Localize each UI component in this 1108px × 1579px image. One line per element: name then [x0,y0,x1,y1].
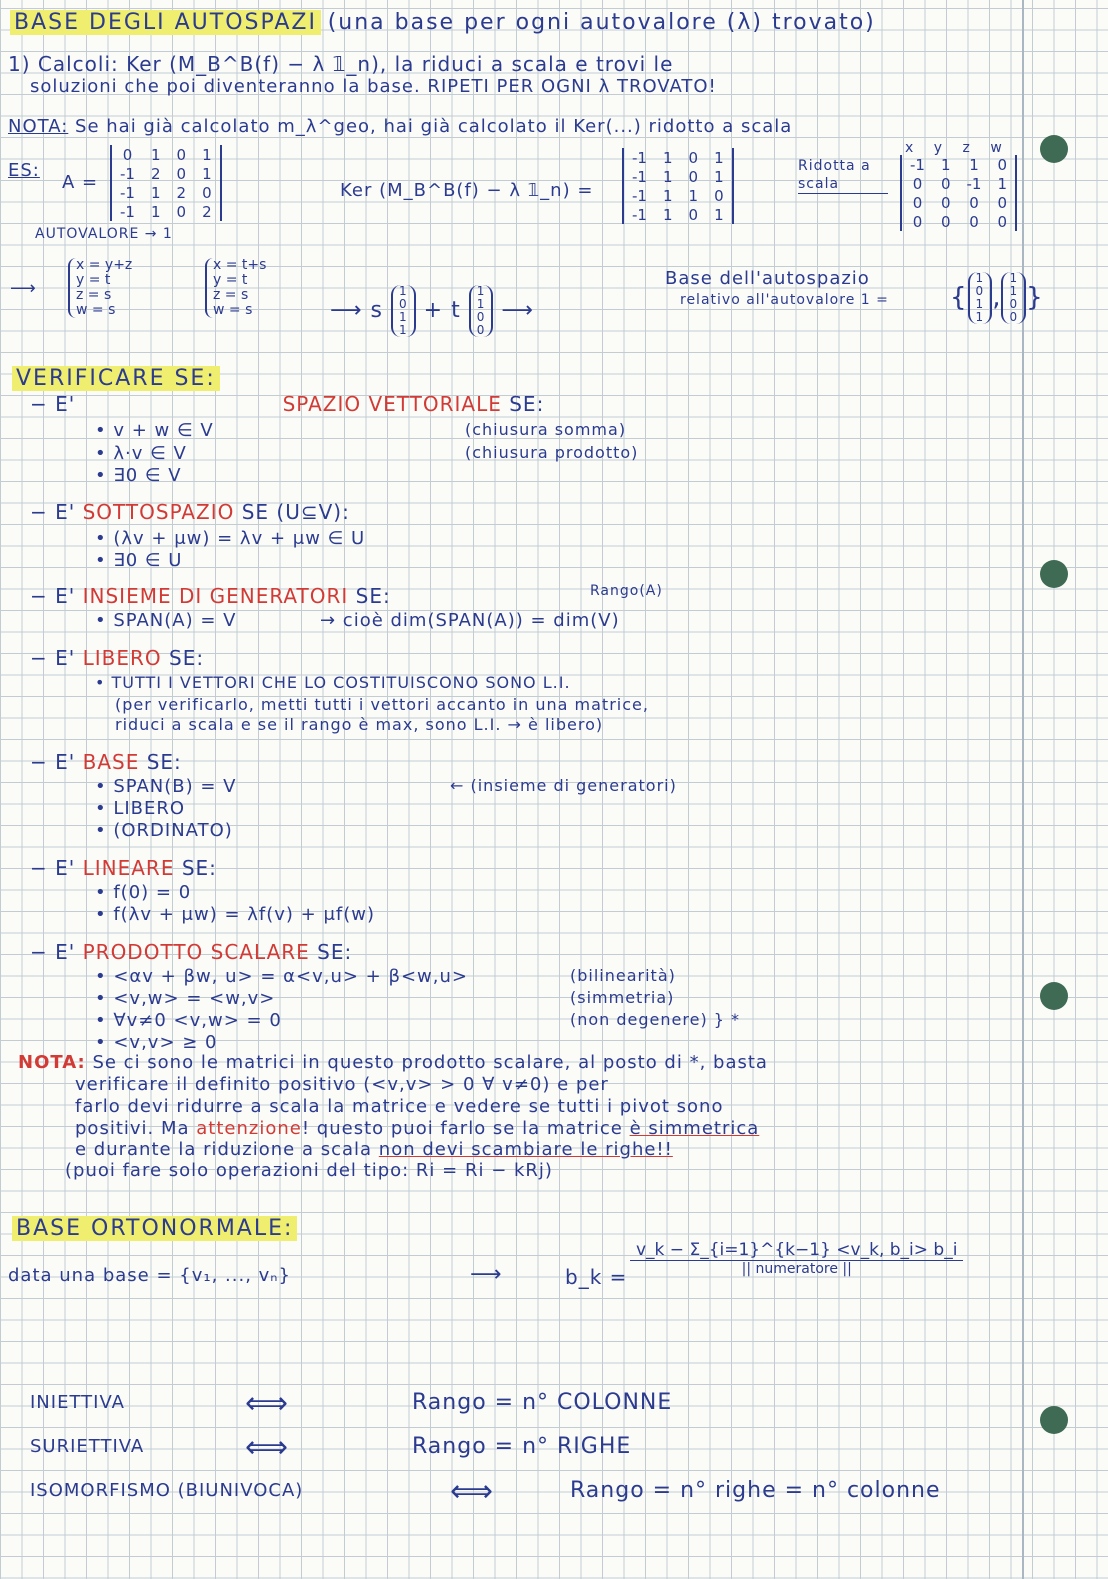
matrix-row [111,145,221,164]
nota2-line-2: verificare il definito positivo (<v,v> > 0 ∀ v≠0) e per [75,1074,609,1095]
gram-schmidt-formula [630,1240,963,1277]
arrow-icon: ⟶ [330,298,371,323]
matrix-cell: 1 [150,202,161,221]
condition-item: (per verificarlo, metti tutti i vettori accanto in una matrice, [115,695,649,714]
equivalence-arrow-icon: ⟺ [245,1430,290,1465]
matrix-cell: 0 [688,167,699,186]
block-heading-prodotto [30,940,352,964]
condition-note: (simmetria) [570,988,675,1007]
condition-item: • SPAN(B) = V [95,776,237,797]
condition-item: • <αv + βw, u> = α<v,u> + β<w,u> [95,966,468,987]
matrix-row [901,174,1016,193]
equation: w = s [76,302,116,318]
condition-item: • f(0) = 0 [95,882,192,903]
property-name: SURIETTIVA [30,1436,145,1457]
condition-item: • TUTTI I VETTORI CHE LO COSTITUISCONO SONO L.I. [95,673,571,692]
condition-item: • ∃0 ∈ U [95,550,183,571]
nota2-line-6: (puoi fare solo operazioni del tipo: Ri = Ri − kRj) [65,1160,553,1181]
a-label: A = [62,172,99,193]
matrix-cell: 1 [714,205,724,224]
vector-entry: 1 [1009,284,1019,298]
property-rule: Rango = n° RIGHE [412,1434,632,1459]
concept-name: LIBERO [82,646,162,670]
block-heading-lineare [30,856,217,880]
section-title: BASE DEGLI AUTOSPAZI [10,10,321,35]
matrix-cell: 1 [969,155,979,174]
suffix: SE: [317,940,353,964]
vector-entry: 0 [399,297,408,311]
property-rule: Rango = n° righe = n° colonne [570,1478,941,1503]
matrix-cell: 2 [150,164,161,183]
denominator: || numeratore || [741,1261,852,1277]
condition-note: (bilinearità) [570,966,676,985]
es-text: ES: [8,160,40,181]
condition-item: • (λv + μw) = λv + μw ∈ U [95,528,366,549]
matrix-cell: 1 [714,167,724,186]
matrix-cell: -1 [966,174,982,193]
matrix-cell: 0 [688,148,699,167]
matrix-cell: -1 [120,202,135,221]
vector-entry: 1 [399,323,408,337]
nota2-label: NOTA: [18,1052,86,1073]
ortonormale-heading [12,1216,297,1241]
prefix: − E' [30,856,76,880]
step1: 1) Calcoli: Ker (M_B^B(f) − λ 𝟙_n), la riduci a scala e trovi le [8,52,674,76]
vector-entry: 0 [476,310,486,324]
condition-item: • v + w ∈ V [95,420,214,441]
nota-1 [8,116,792,137]
var-header: x [905,140,915,156]
system-1 [68,258,132,318]
equation: x = t+s [213,257,267,273]
text: ! questo puoi farlo se la matrice [301,1118,630,1139]
equivalence-arrow-icon: ⟺ [245,1386,290,1421]
matrix-cell: 2 [202,202,212,221]
condition-note: (chiusura somma) [465,420,627,439]
vector-entry: 0 [1009,297,1019,311]
condition-note: (chiusura prodotto) [465,443,639,462]
basis-vector-1 [968,272,993,324]
matrix-cell: 0 [940,212,951,231]
step1b: soluzioni che poi diventeranno la base. RIPETI PER OGNI λ TROVATO! [30,76,717,97]
matrix-row [901,193,1016,212]
var-header: y [933,140,944,156]
equation: z = s [76,287,112,303]
nota2-line-3: farlo devi ridurre a scala la matrice e vedere se tutti i pivot sono [75,1096,724,1117]
nota2-line-4 [75,1118,759,1139]
prefix: − E' [30,392,76,416]
numerator: v_k − Σ_{i=1}^{k−1} <v_k, b_i> b_i [630,1240,963,1261]
vector-entry: 1 [399,284,408,298]
simmetrica: è simmetrica [629,1118,760,1139]
vector-entry: 1 [975,297,985,311]
matrix-cell: 0 [176,145,187,164]
matrix-cell: 1 [662,205,673,224]
matrix-cell: 0 [997,155,1008,174]
condition-item: • <v,v> ≥ 0 [95,1032,218,1053]
matrix-cell: 0 [176,202,187,221]
matrix-cell: 0 [912,193,923,212]
param-t: t [451,298,461,323]
autospazi-heading [10,10,876,35]
prefix: − E' [30,940,76,964]
margin-line [1022,0,1024,1579]
matrix-cell: 0 [940,193,951,212]
nota2-line-5 [75,1139,673,1160]
block-heading-libero [30,646,204,670]
equivalence-arrow-icon: ⟺ [450,1474,495,1509]
matrix-cell: 1 [940,155,951,174]
prefix: − E' [30,500,76,524]
matrix-row [111,202,221,221]
suffix: SE: [509,392,545,416]
matrix-row [901,212,1016,231]
nota-label: NOTA: [8,116,69,137]
arrow-icon: ⟶ [10,278,37,299]
condition-item: • <v,w> = <w,v> [95,988,276,1009]
matrix-cell: 0 [940,174,951,193]
matrix-cell: 2 [176,183,187,202]
combination [330,285,534,337]
matrix-cell: 1 [997,174,1008,193]
system-2 [205,258,266,318]
punch-hole [1040,560,1068,588]
concept-name: SOTTOSPAZIO [82,500,235,524]
prefix: − E' [30,584,76,608]
condition-item: • LIBERO [95,798,186,819]
matrix-row [111,164,221,183]
given-base: data una base = {v₁, ..., vₙ} [8,1265,291,1286]
matrix-reduced [900,155,1017,231]
equation: y = t [76,272,111,288]
ker-label: Ker (M_B^B(f) − λ 𝟙_n) = [340,180,594,201]
vector-entry: 1 [399,310,408,324]
matrix-ker [622,148,734,224]
matrix-cell: 1 [150,145,161,164]
equation: z = s [213,287,249,303]
matrix-cell: 1 [150,183,161,202]
matrix-row [901,155,1016,174]
matrix-cell: 0 [714,186,724,205]
block-heading-generatori [30,584,391,608]
bk-label: b_k = [565,1265,628,1289]
verificare-title: VERIFICARE SE: [12,366,220,391]
vector-entry: 0 [975,284,985,298]
text: positivi. Ma [75,1118,197,1139]
vector-entry: 1 [476,297,486,311]
punch-hole [1040,1406,1068,1434]
block-heading-spazio [30,392,544,416]
condition-item: • λ·v ∈ V [95,443,187,464]
equation: y = t [213,272,248,288]
rango-label: Rango(A) [590,583,663,599]
matrix-cell: -1 [910,155,925,174]
equation: w = s [213,302,253,318]
suffix: SE (U⊆V): [241,500,350,524]
vector-entry: 1 [975,310,985,324]
es-label [8,160,40,181]
matrix-cell: -1 [632,148,647,167]
vector-entry: 0 [476,323,486,337]
matrix-row [111,183,221,202]
vector-2 [469,285,494,337]
cioe-text: → cioè dim(SPAN(A)) = dim(V) [320,610,620,631]
matrix-cell: 0 [997,212,1008,231]
punch-hole [1040,982,1068,1010]
condition-item: • (ORDINATO) [95,820,233,841]
concept-name: INSIEME DI GENERATORI [82,584,349,608]
matrix-cell: 1 [662,186,673,205]
matrix-cell: 0 [912,174,923,193]
condition-item: • f(λv + μw) = λf(v) + μf(w) [95,904,376,925]
base-note: ← (insieme di generatori) [450,776,677,795]
base-text: Base dell'autospazio [665,268,870,289]
text: e durante la riduzione a scala [75,1139,379,1160]
matrix-cell: 0 [688,205,699,224]
arrow-icon: ⟶ [501,298,534,323]
basis-vector-2 [1001,272,1026,324]
matrix-cell: 0 [969,212,979,231]
property-name: ISOMORFISMO (BIUNIVOCA) [30,1480,304,1501]
suffix: SE: [181,856,217,880]
nota-text: Se hai già calcolato m_λ^geo, hai già calcolato il Ker(...) ridotto a scala [75,116,793,137]
matrix-cell: 0 [202,183,212,202]
matrix-cell: 1 [202,164,212,183]
property-name: INIETTIVA [30,1392,125,1413]
concept-name: SPAZIO VETTORIALE [282,392,502,416]
equation: x = y+z [76,257,133,273]
condition-item: riduci a scala e se il rango è max, sono L.I. → è libero) [115,715,604,734]
condition-item: • ∀v≠0 <v,w> = 0 [95,1010,282,1031]
matrix-cell: 1 [714,148,724,167]
matrix-cell: 0 [176,164,187,183]
var-header: z [962,140,971,156]
nota2-line-1 [18,1052,768,1073]
matrix-cell: 0 [969,193,979,212]
concept-name: PRODOTTO SCALARE [82,940,310,964]
base-set: { 1 0 1 1 , 1 1 0 0 } [950,271,1044,324]
block-heading-base [30,750,182,774]
warning-righe: non devi scambiare le righe!! [378,1139,673,1160]
matrix-cell: 1 [688,186,699,205]
var-header: w [990,140,1003,156]
matrix-cell: -1 [120,183,135,202]
condition-item: • ∃0 ∈ V [95,465,182,486]
matrix-cell: 1 [662,167,673,186]
suffix: SE: [146,750,182,774]
param-s: s [370,298,384,323]
verificare-heading [12,366,220,391]
vector-entry: 1 [476,284,486,298]
matrix-a [110,145,222,221]
block-heading-sottospazio [30,500,350,524]
matrix-cell: -1 [632,186,647,205]
matrix-row [623,186,733,205]
ridotta-label: Ridotta a scala [798,157,888,194]
vector-entry: 0 [1009,310,1019,324]
matrix-row [623,148,733,167]
ortonormale-title: BASE ORTONORMALE: [12,1216,297,1241]
suffix: SE: [169,646,205,670]
vector-entry: 1 [1009,271,1019,285]
condition-note: (non degenere) } * [570,1010,741,1029]
title-note: (una base per ogni autovalore (λ) trovato) [327,10,876,35]
matrix-cell: -1 [120,164,135,183]
autovalore: AUTOVALORE → 1 [35,226,173,242]
concept-name: LINEARE [82,856,175,880]
matrix-cell: 0 [997,193,1008,212]
condition-item: • SPAN(A) = V [95,610,237,631]
plus: + [423,298,444,323]
prefix: − E' [30,646,76,670]
base-text2: relativo all'autovalore 1 = [680,292,889,308]
nota2-text: Se ci sono le matrici in questo prodotto scalare, al posto di *, basta [92,1052,768,1073]
matrix-row [623,167,733,186]
matrix-cell: 0 [122,145,133,164]
vector-entry: 1 [975,271,985,285]
prefix: − E' [30,750,76,774]
concept-name: BASE [82,750,140,774]
matrix-cell: 0 [912,212,923,231]
matrix-cell: -1 [632,167,647,186]
matrix-row [623,205,733,224]
vector-1 [391,285,416,337]
var-headers [905,140,1003,156]
punch-hole [1040,135,1068,163]
property-rule: Rango = n° COLONNE [412,1390,673,1415]
matrix-cell: -1 [632,205,647,224]
attenzione: attenzione [196,1118,302,1139]
matrix-cell: 1 [662,148,673,167]
suffix: SE: [355,584,391,608]
matrix-cell: 1 [202,145,212,164]
arrow-icon: ⟶ [470,1262,503,1287]
